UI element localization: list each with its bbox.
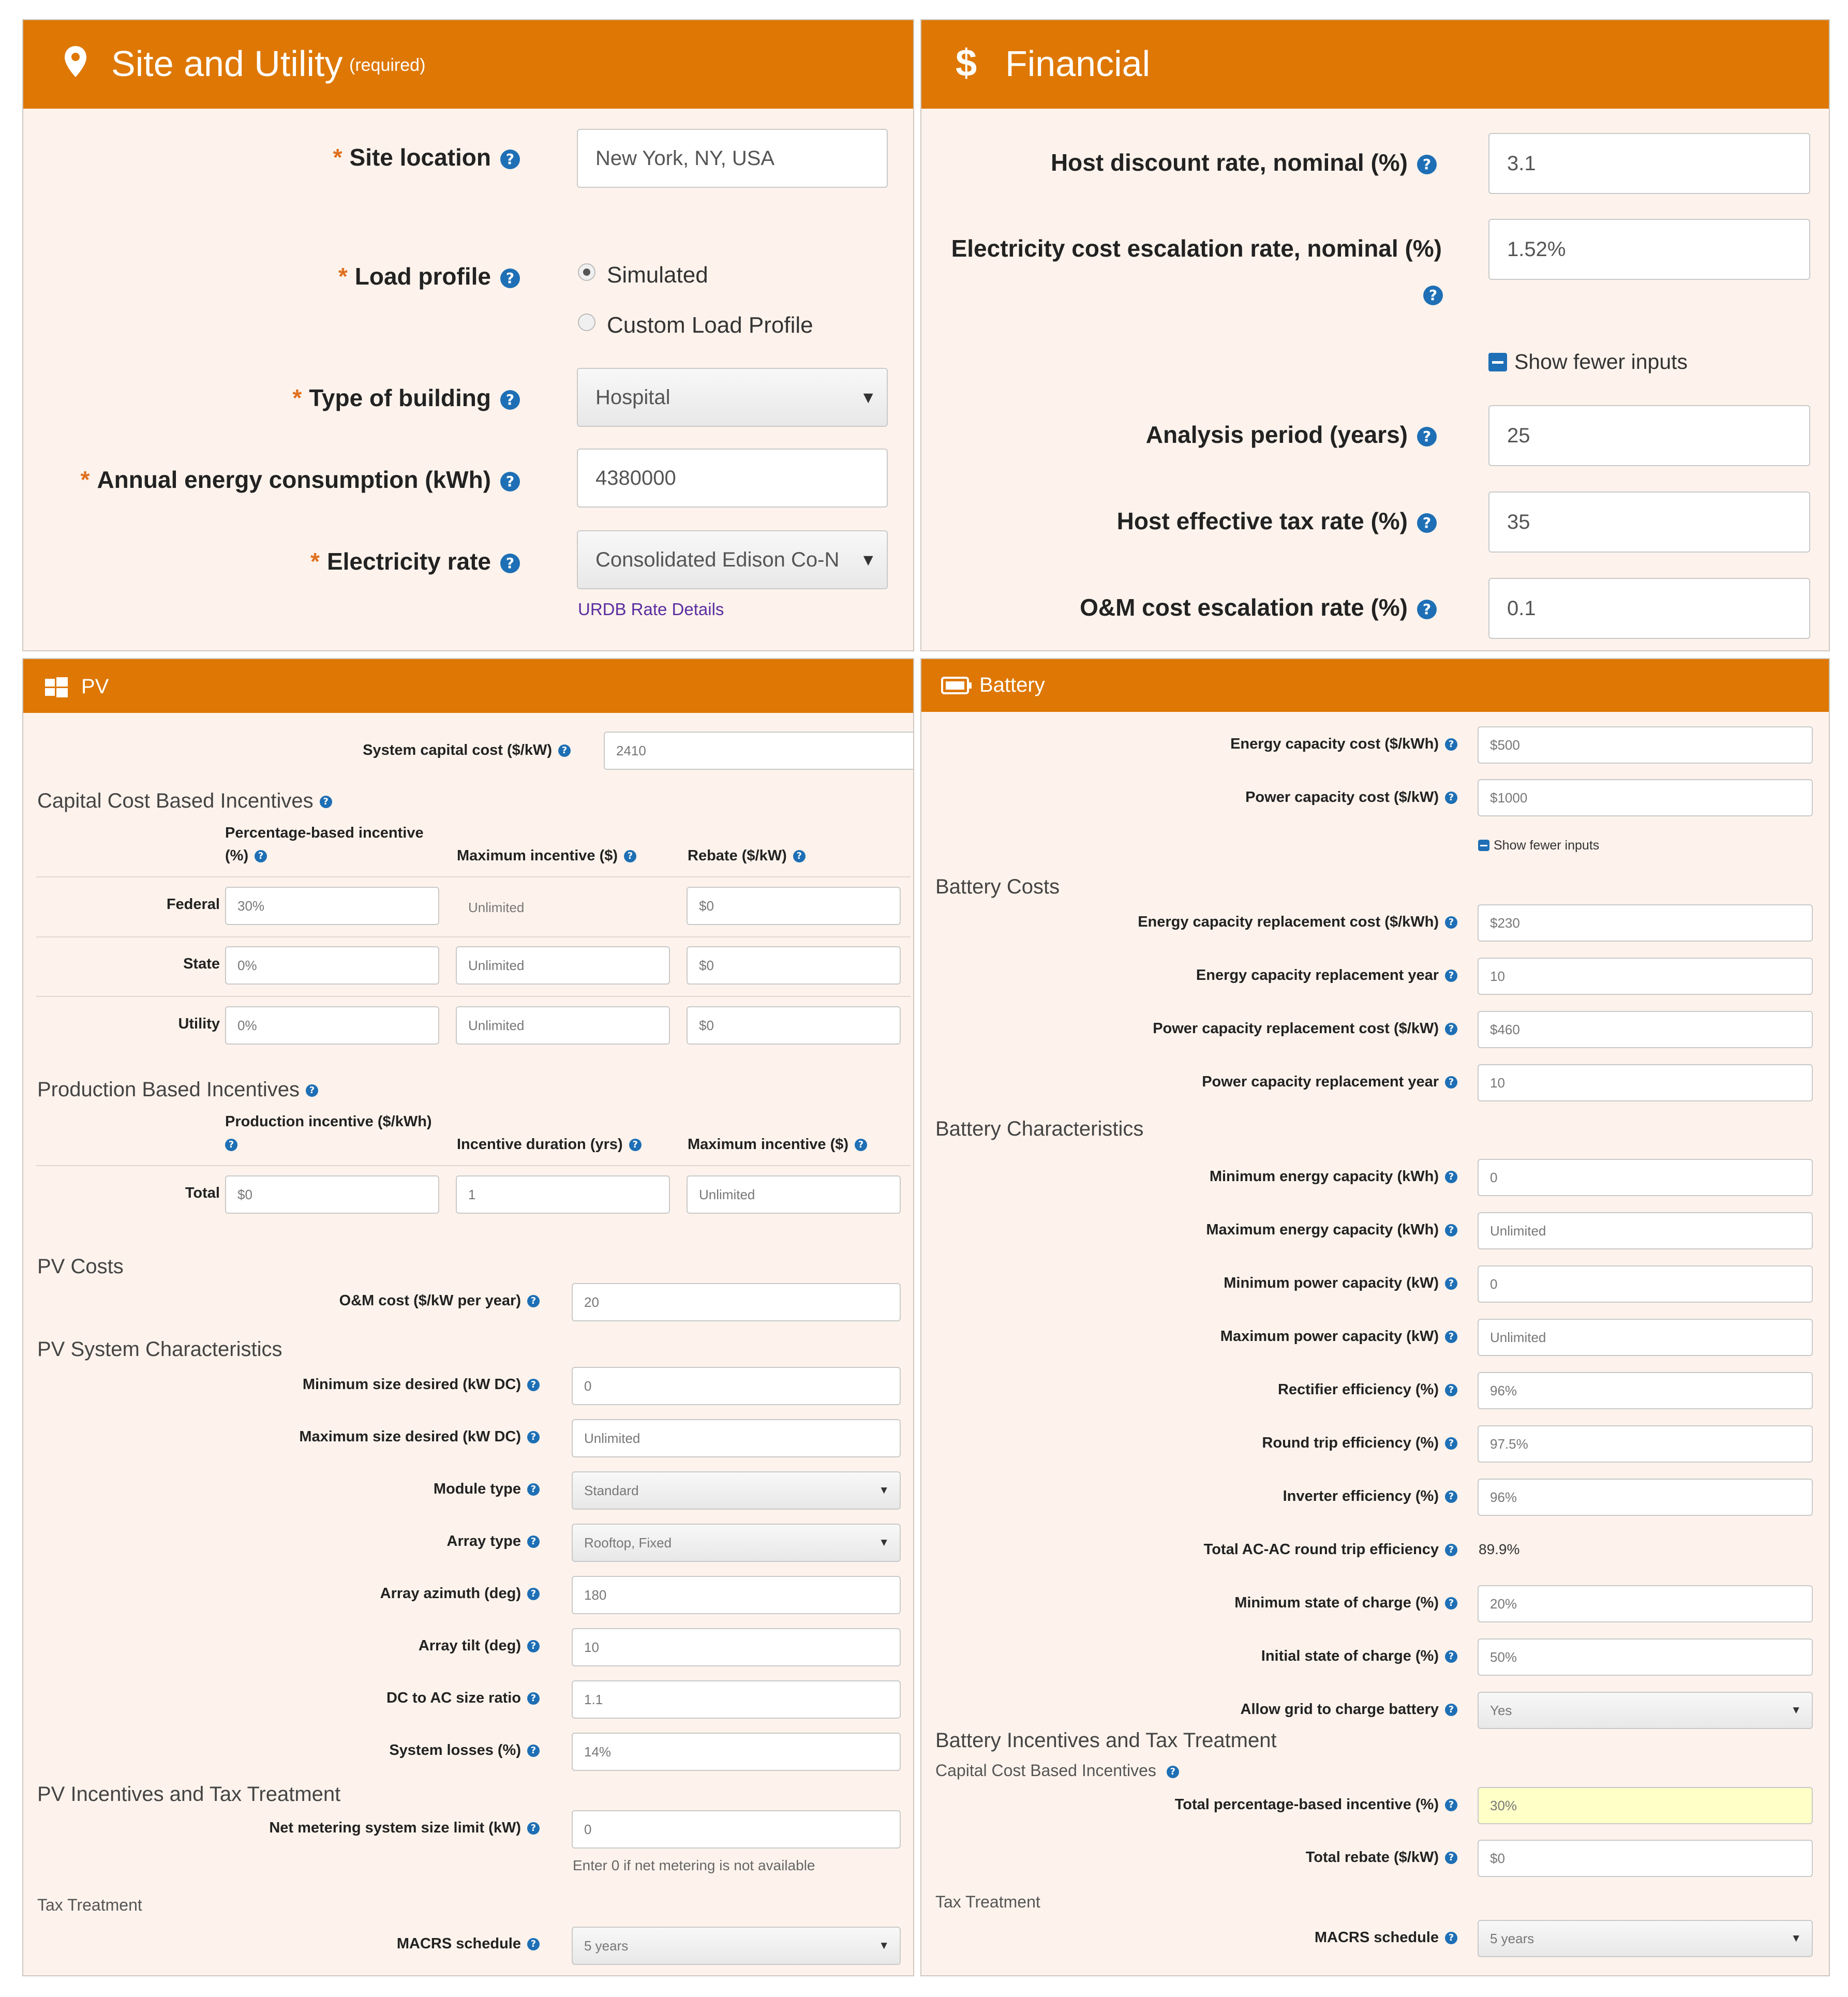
net-metering-hint: Enter 0 if net metering is not available xyxy=(573,1857,815,1873)
annual-energy-input[interactable]: 4380000 xyxy=(577,449,888,508)
help-icon[interactable]: ? xyxy=(1445,1224,1457,1236)
annual-energy-label: * Annual energy consumption (kWh) ? xyxy=(81,466,520,494)
help-icon[interactable]: ? xyxy=(1417,600,1437,619)
help-icon[interactable]: ? xyxy=(527,1640,540,1652)
help-icon[interactable]: ? xyxy=(527,1822,540,1835)
battery-header xyxy=(921,659,1829,712)
power-capacity-replacement-cost-kw-label: Power capacity replacement cost ($/kW) ? xyxy=(1153,1020,1457,1037)
minimum-power-capacity-kw-input[interactable]: 0 xyxy=(1478,1265,1813,1303)
financial-panel xyxy=(920,19,1830,651)
battery-panel xyxy=(920,658,1830,1976)
help-icon[interactable]: ? xyxy=(1423,286,1443,305)
net-metering-input[interactable]: 0 xyxy=(572,1810,901,1849)
battery-show-fewer-inputs-toggle[interactable]: Show fewer inputs xyxy=(1494,838,1600,853)
battery-icon xyxy=(941,677,972,694)
help-icon[interactable]: ? xyxy=(527,1692,540,1705)
battery-ccbi-subheading: Capital Cost Based Incentives ? xyxy=(935,1761,1179,1780)
energy-capacity-replacement-year-label: Energy capacity replacement year ? xyxy=(1196,967,1457,984)
system-capital-cost-input[interactable]: 2410 xyxy=(604,732,914,770)
help-icon[interactable]: ? xyxy=(624,850,636,862)
utility-pct-input[interactable]: 0% xyxy=(225,1006,439,1045)
state-row-label: State xyxy=(183,956,220,972)
total-ac-ac-round-trip-efficiency-value: 89.9% xyxy=(1479,1541,1520,1557)
help-icon[interactable]: ? xyxy=(255,850,267,862)
total-row-label: Total xyxy=(185,1185,220,1201)
minimum-energy-capacity-kwh-label: Minimum energy capacity (kWh) ? xyxy=(1210,1168,1457,1185)
incentive-duration-input[interactable]: 1 xyxy=(456,1175,670,1214)
help-icon[interactable]: ? xyxy=(1445,738,1457,751)
load-profile-label: * Load profile ? xyxy=(338,262,520,290)
help-icon[interactable]: ? xyxy=(320,796,332,808)
production-incentive-input[interactable]: $0 xyxy=(225,1175,439,1214)
rectifier-efficiency-input[interactable]: 96% xyxy=(1478,1372,1813,1409)
help-icon[interactable]: ? xyxy=(1417,513,1437,533)
minimum-energy-capacity-kwh-input[interactable]: 0 xyxy=(1478,1159,1813,1196)
help-icon[interactable]: ? xyxy=(527,1295,540,1307)
help-icon[interactable]: ? xyxy=(1445,1704,1457,1716)
chevron-down-icon: ▼ xyxy=(860,388,876,407)
help-icon[interactable]: ? xyxy=(1445,1023,1457,1035)
help-icon[interactable]: ? xyxy=(1445,1331,1457,1343)
energy-capacity-replacement-cost-kwh-label: Energy capacity replacement cost ($/kWh) ? xyxy=(1138,914,1457,931)
federal-max-value: Unlimited xyxy=(468,900,525,915)
pv-system-characteristics-heading: PV System Characteristics xyxy=(37,1338,282,1361)
module-type-label: Module type ? xyxy=(434,1481,540,1498)
federal-pct-input[interactable]: 30% xyxy=(225,887,439,925)
tax-treatment-heading: Tax Treatment xyxy=(37,1896,142,1914)
system-losses-input[interactable]: 14% xyxy=(572,1733,901,1771)
chevron-down-icon: ▼ xyxy=(878,1940,889,1951)
map-pin-icon xyxy=(64,45,87,78)
state-max-input[interactable]: Unlimited xyxy=(456,946,670,985)
help-icon[interactable]: ? xyxy=(527,1588,540,1600)
pv-header xyxy=(23,659,913,713)
battery-costs-heading: Battery Costs xyxy=(935,875,1060,898)
divider xyxy=(36,876,911,877)
analysis-period-input[interactable]: 25 xyxy=(1488,405,1810,466)
macrs-schedule-label: MACRS schedule ? xyxy=(397,1935,540,1953)
help-icon[interactable]: ? xyxy=(500,390,520,410)
power-capacity-replacement-year-label: Power capacity replacement year ? xyxy=(1202,1074,1457,1091)
power-capacity-cost-label: Power capacity cost ($/kW) ? xyxy=(1245,789,1457,806)
net-metering-label: Net metering system size limit (kW) ? xyxy=(269,1820,540,1837)
help-icon[interactable]: ? xyxy=(1445,1544,1457,1556)
radio-custom-load-profile[interactable] xyxy=(578,314,595,331)
federal-row-label: Federal xyxy=(166,896,220,913)
electricity-rate-select[interactable]: Consolidated Edison Co-N ▼ xyxy=(577,530,888,589)
help-icon[interactable]: ? xyxy=(1445,1650,1457,1663)
initial-state-of-charge-label: Initial state of charge (%) ? xyxy=(1261,1648,1457,1665)
divider xyxy=(36,936,911,937)
inverter-efficiency-input[interactable]: 96% xyxy=(1478,1479,1813,1516)
array-type-select[interactable]: Rooftop, Fixed ▼ xyxy=(572,1524,901,1562)
divider xyxy=(36,1165,911,1166)
max-incentive-column: Maximum incentive ($) ? xyxy=(457,844,636,867)
chevron-down-icon: ▼ xyxy=(860,550,876,569)
divider xyxy=(36,996,911,997)
help-icon[interactable]: ? xyxy=(527,1536,540,1548)
financial-header xyxy=(921,20,1829,109)
total-rebate-label: Total rebate ($/kW) ? xyxy=(1306,1849,1457,1866)
chevron-down-icon: ▼ xyxy=(1791,1932,1801,1944)
allow-grid-to-charge-battery-select[interactable]: Yes ▼ xyxy=(1478,1692,1813,1729)
round-trip-efficiency-input[interactable]: 97.5% xyxy=(1478,1425,1813,1463)
help-icon[interactable]: ? xyxy=(500,269,520,288)
help-icon[interactable]: ? xyxy=(527,1938,540,1950)
maximum-power-capacity-kw-label: Maximum power capacity (kW) ? xyxy=(1220,1328,1457,1345)
help-icon[interactable]: ? xyxy=(1445,1277,1457,1290)
dc-to-ac-size-ratio-input[interactable]: 1.1 xyxy=(572,1680,901,1719)
cost-escalation-input[interactable]: 1.52% xyxy=(1488,219,1810,280)
maximum-energy-capacity-kwh-input[interactable]: Unlimited xyxy=(1478,1212,1813,1249)
help-icon[interactable]: ? xyxy=(558,744,571,757)
radio-simulated-label: Simulated xyxy=(607,262,708,288)
minimum-state-of-charge-input[interactable]: 20% xyxy=(1478,1585,1813,1622)
state-pct-input[interactable]: 0% xyxy=(225,946,439,985)
system-capital-cost-label: System capital cost ($/kW) ? xyxy=(363,742,571,759)
financial-title: Financial xyxy=(1005,43,1151,84)
power-capacity-replacement-year-input[interactable]: 10 xyxy=(1478,1064,1813,1101)
windows-icon xyxy=(45,677,68,697)
help-icon[interactable]: ? xyxy=(527,1745,540,1757)
total-pct-incentive-label: Total percentage-based incentive (%) ? xyxy=(1175,1796,1457,1813)
power-capacity-cost-input[interactable]: $1000 xyxy=(1478,779,1813,816)
collapse-icon[interactable] xyxy=(1488,353,1507,371)
site-utility-header xyxy=(23,20,913,109)
help-icon[interactable]: ? xyxy=(527,1431,540,1443)
maximum-size-desired-kw-dc-label: Maximum size desired (kW DC) ? xyxy=(299,1428,540,1445)
help-icon[interactable]: ? xyxy=(855,1139,867,1151)
total-rebate-input[interactable]: $0 xyxy=(1478,1840,1813,1877)
electricity-rate-label: * Electricity rate ? xyxy=(310,547,520,575)
battery-characteristics-heading: Battery Characteristics xyxy=(935,1117,1144,1140)
om-escalation-input[interactable]: 0.1 xyxy=(1488,578,1810,639)
help-icon[interactable]: ? xyxy=(1167,1766,1179,1778)
help-icon[interactable]: ? xyxy=(1445,1852,1457,1864)
help-icon[interactable]: ? xyxy=(1445,1932,1457,1944)
array-tilt-deg-label: Array tilt (deg) ? xyxy=(419,1637,540,1655)
site-utility-panel xyxy=(22,19,914,651)
tax-rate-label: Host effective tax rate (%) ? xyxy=(1117,507,1437,535)
pbi-max-incentive-column: Maximum incentive ($) ? xyxy=(688,1133,867,1156)
pv-costs-heading: PV Costs xyxy=(37,1255,124,1278)
pv-incentives-tax-heading: PV Incentives and Tax Treatment xyxy=(37,1783,341,1806)
array-azimuth-deg-label: Array azimuth (deg) ? xyxy=(380,1585,540,1602)
help-icon[interactable]: ? xyxy=(1445,970,1457,982)
help-icon[interactable]: ? xyxy=(1445,916,1457,929)
incentive-duration-column: Incentive duration (yrs) ? xyxy=(457,1133,642,1156)
om-cost-label: O&M cost ($/kW per year) ? xyxy=(339,1292,540,1309)
array-azimuth-deg-input[interactable]: 180 xyxy=(572,1576,901,1614)
chevron-down-icon: ▼ xyxy=(878,1484,889,1496)
rebate-column: Rebate ($/kW) ? xyxy=(688,844,806,867)
show-fewer-inputs-toggle[interactable]: Show fewer inputs xyxy=(1514,350,1688,374)
array-tilt-deg-input[interactable]: 10 xyxy=(572,1628,901,1666)
pv-panel xyxy=(22,658,914,1976)
building-type-label: * Type of building ? xyxy=(292,384,520,412)
system-losses-label: System losses (%) ? xyxy=(389,1742,540,1759)
minimum-power-capacity-kw-label: Minimum power capacity (kW) ? xyxy=(1224,1275,1457,1292)
site-utility-title: Site and Utility xyxy=(111,43,343,84)
help-icon[interactable]: ? xyxy=(793,850,806,862)
energy-capacity-replacement-cost-kwh-input[interactable]: $230 xyxy=(1478,904,1813,942)
radio-simulated[interactable] xyxy=(578,263,595,281)
power-capacity-replacement-cost-kw-input[interactable]: $460 xyxy=(1478,1011,1813,1048)
required-tag: (required) xyxy=(349,55,426,75)
pv-title: PV xyxy=(81,675,109,698)
energy-capacity-cost-label: Energy capacity cost ($/kWh) ? xyxy=(1230,736,1457,753)
battery-tax-treatment-heading: Tax Treatment xyxy=(935,1892,1040,1911)
dc-to-ac-size-ratio-label: DC to AC size ratio ? xyxy=(386,1690,540,1707)
help-icon[interactable]: ? xyxy=(1417,427,1437,446)
battery-title: Battery xyxy=(979,674,1045,696)
rectifier-efficiency-label: Rectifier efficiency (%) ? xyxy=(1278,1381,1457,1398)
help-icon[interactable]: ? xyxy=(500,554,520,573)
minimum-state-of-charge-label: Minimum state of charge (%) ? xyxy=(1234,1594,1457,1612)
help-icon[interactable]: ? xyxy=(527,1379,540,1391)
battery-incentives-tax-heading: Battery Incentives and Tax Treatment xyxy=(935,1729,1277,1752)
minimum-size-desired-kw-dc-label: Minimum size desired (kW DC) ? xyxy=(303,1376,540,1393)
help-icon[interactable]: ? xyxy=(306,1084,318,1097)
urdb-rate-details-link[interactable]: URDB Rate Details xyxy=(578,600,724,619)
discount-rate-label: Host discount rate, nominal (%) ? xyxy=(1051,148,1437,176)
help-icon[interactable]: ? xyxy=(500,472,520,491)
round-trip-efficiency-label: Round trip efficiency (%) ? xyxy=(1262,1435,1457,1452)
chevron-down-icon: ▼ xyxy=(878,1537,889,1548)
site-location-label: * Site location ? xyxy=(333,143,520,171)
inverter-efficiency-label: Inverter efficiency (%) ? xyxy=(1283,1488,1457,1505)
module-type-select[interactable]: Standard ▼ xyxy=(572,1471,901,1510)
federal-rebate-input[interactable]: $0 xyxy=(687,887,901,925)
energy-capacity-replacement-year-input[interactable]: 10 xyxy=(1478,958,1813,995)
help-icon[interactable]: ? xyxy=(1445,1171,1457,1183)
help-icon[interactable]: ? xyxy=(1445,1437,1457,1450)
pct-incentive-column: Percentage-based incentive (%) ? xyxy=(225,825,424,864)
analysis-period-label: Analysis period (years) ? xyxy=(1146,421,1437,449)
help-icon[interactable]: ? xyxy=(1445,1597,1457,1609)
utility-row-label: Utility xyxy=(178,1016,220,1032)
capital-cost-incentives-heading: Capital Cost Based Incentives ? xyxy=(37,789,332,813)
building-type-select[interactable]: Hospital ▼ xyxy=(577,368,888,427)
site-location-input[interactable]: New York, NY, USA xyxy=(577,129,888,188)
help-icon[interactable]: ? xyxy=(1417,155,1437,174)
help-icon[interactable]: ? xyxy=(1445,792,1457,804)
battery-macrs-select[interactable]: 5 years ▼ xyxy=(1478,1920,1813,1957)
total-ac-ac-round-trip-efficiency-label: Total AC-AC round trip efficiency ? xyxy=(1204,1541,1457,1558)
om-cost-input[interactable]: 20 xyxy=(572,1283,901,1321)
help-icon[interactable]: ? xyxy=(1445,1076,1457,1089)
help-icon[interactable]: ? xyxy=(225,1139,237,1151)
help-icon[interactable]: ? xyxy=(527,1483,540,1496)
radio-custom-label: Custom Load Profile xyxy=(607,312,813,338)
total-pct-incentive-input[interactable]: 30% xyxy=(1478,1787,1813,1824)
initial-state-of-charge-input[interactable]: 50% xyxy=(1478,1638,1813,1676)
help-icon[interactable]: ? xyxy=(1445,1384,1457,1396)
maximum-power-capacity-kw-input[interactable]: Unlimited xyxy=(1478,1319,1813,1356)
tax-rate-input[interactable]: 35 xyxy=(1488,491,1810,553)
discount-rate-input[interactable]: 3.1 xyxy=(1488,133,1810,194)
help-icon[interactable]: ? xyxy=(629,1139,642,1151)
production-incentives-heading: Production Based Incentives ? xyxy=(37,1078,318,1101)
state-rebate-input[interactable]: $0 xyxy=(687,946,901,985)
pbi-max-incentive-input[interactable]: Unlimited xyxy=(687,1175,901,1214)
om-escalation-label: O&M cost escalation rate (%) ? xyxy=(1080,593,1437,621)
cost-escalation-label: Electricity cost escalation rate, nominal (%) xyxy=(951,235,1442,262)
energy-capacity-cost-input[interactable]: $500 xyxy=(1478,726,1813,764)
utility-max-input[interactable]: Unlimited xyxy=(456,1006,670,1045)
utility-rebate-input[interactable]: $0 xyxy=(687,1006,901,1045)
production-incentive-column: Production incentive ($/kWh) ? xyxy=(225,1113,432,1151)
maximum-size-desired-kw-dc-input[interactable]: Unlimited xyxy=(572,1419,901,1457)
help-icon[interactable]: ? xyxy=(500,150,520,169)
battery-macrs-label: MACRS schedule ? xyxy=(1315,1929,1457,1946)
allow-grid-to-charge-battery-label: Allow grid to charge battery ? xyxy=(1241,1701,1458,1718)
collapse-icon[interactable] xyxy=(1478,840,1489,851)
help-icon[interactable]: ? xyxy=(1445,1799,1457,1811)
dollar-icon: $ xyxy=(956,41,977,84)
chevron-down-icon: ▼ xyxy=(1791,1704,1801,1716)
maximum-energy-capacity-kwh-label: Maximum energy capacity (kWh) ? xyxy=(1206,1221,1457,1239)
macrs-schedule-select[interactable]: 5 years ▼ xyxy=(572,1927,901,1965)
help-icon[interactable]: ? xyxy=(1445,1491,1457,1503)
array-type-label: Array type ? xyxy=(447,1533,540,1550)
minimum-size-desired-kw-dc-input[interactable]: 0 xyxy=(572,1367,901,1405)
